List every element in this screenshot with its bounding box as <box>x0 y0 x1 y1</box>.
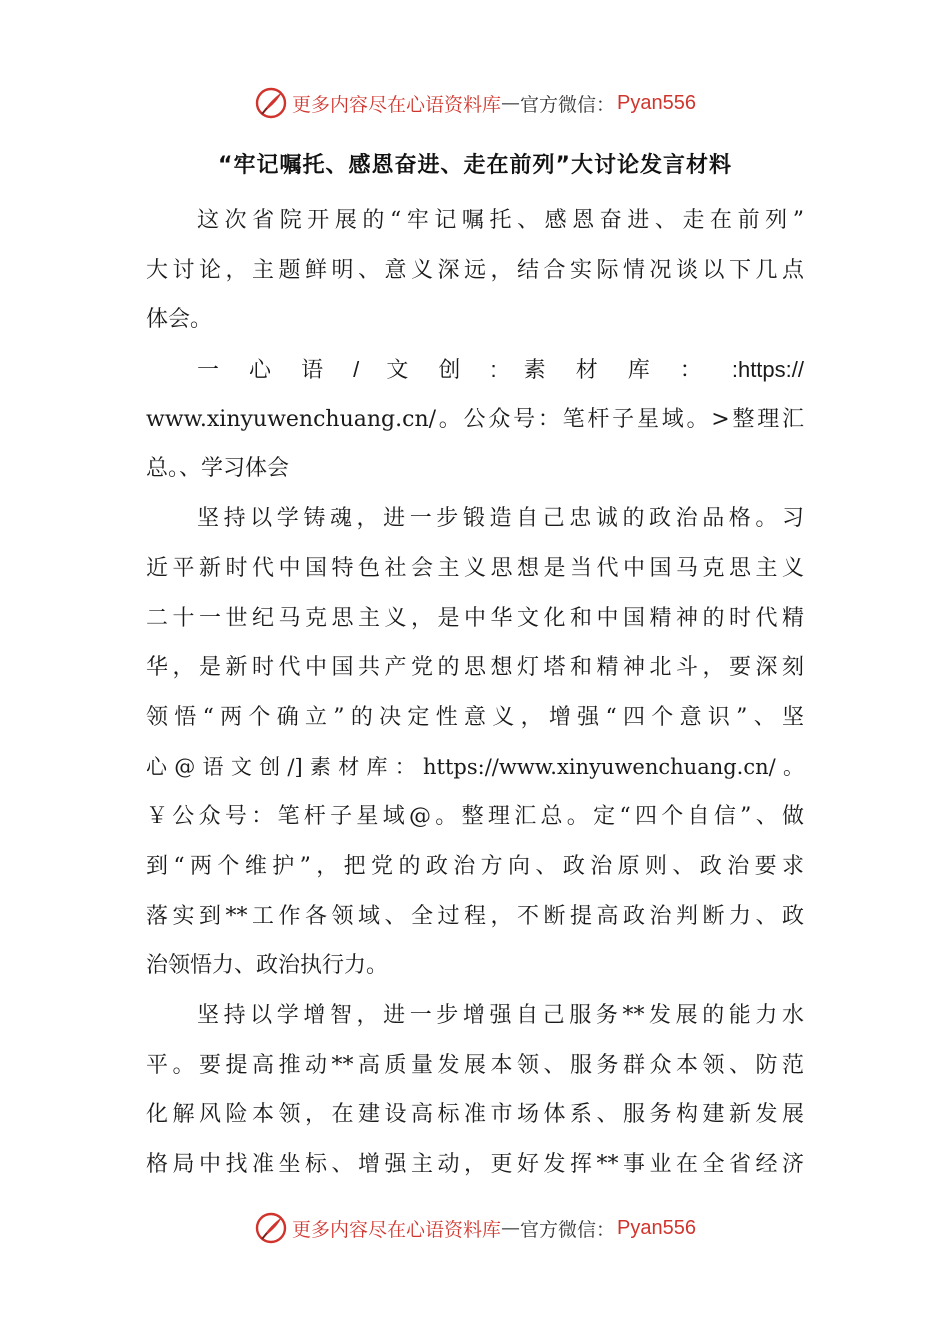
watermark-separator: — <box>501 92 521 114</box>
watermark-wechat-id: Pyan556 <box>617 91 696 114</box>
body-line: 治领悟力、政治执行力。 <box>146 953 389 979</box>
body-line: 化解风险本领，在建设高标准市场体系、服务构建新发展 <box>146 1102 804 1128</box>
body-line: 平。要提高推动**高质量发展本领、服务群众本领、防范 <box>146 1052 804 1078</box>
body-line: 心@语文创/]素材库：https://www.xinyuwenchuang.cn/。 <box>146 754 804 779</box>
body-line: 一 心 语 / 文 创 : 素 材 库 ： :https:// <box>197 357 804 383</box>
body-line: 坚持以学铸魂，进一步锻造自己忠诚的政治品格。习 <box>197 506 804 532</box>
body-line: 这次省院开展的“牢记嘱托、感恩奋进、走在前列” <box>197 208 804 233</box>
body-line: 坚持以学增智，进一步增强自己服务**发展的能力水 <box>197 1003 804 1028</box>
watermark-text: 更多内容尽在心语资料库 <box>292 1218 502 1241</box>
document-title: “牢记嘱托、感恩奋进、走在前列”大讨论发言材料 <box>218 153 732 178</box>
body-line: 二十一世纪马克思主义，是中华文化和中国精神的时代精 <box>146 605 804 631</box>
watermark-text: 更多内容尽在心语资料库 <box>292 93 502 116</box>
watermark-wechat-label: 官方微信： <box>520 93 616 116</box>
quill-logo-icon <box>254 1211 288 1245</box>
body-line: 总。、学习体会 <box>146 456 290 482</box>
body-line: 大讨论，主题鲜明、意义深远，结合实际情况谈以下几点 <box>146 257 804 283</box>
footer-watermark <box>0 1208 950 1248</box>
body-line: 领悟“两个确立”的决定性意义，增强“四个意识”、坚 <box>146 704 804 730</box>
body-line: 体会。 <box>146 307 213 333</box>
body-line: 到“两个维护”，把党的政治方向、政治原则、政治要求 <box>146 853 804 879</box>
body-line: 近平新时代中国特色社会主义思想是当代中国马克思主义 <box>146 555 804 581</box>
body-line: ￥公众号：笔杆子星域@。整理汇总。定“四个自信”、做 <box>146 804 804 830</box>
document-body <box>146 196 804 1190</box>
body-line: 华，是新时代中国共产党的思想灯塔和精神北斗，要深刻 <box>146 655 804 681</box>
watermark-wechat-label: 官方微信： <box>520 1218 616 1241</box>
quill-logo-icon <box>254 86 288 120</box>
body-line: 落实到**工作各领域、全过程，不断提高政治判断力、政 <box>146 903 804 929</box>
header-watermark <box>0 83 950 123</box>
watermark-separator: — <box>501 1217 521 1239</box>
body-line: 格局中找准坐标、增强主动，更好发挥**事业在全省经济 <box>146 1152 804 1178</box>
watermark-wechat-id: Pyan556 <box>617 1216 696 1239</box>
body-line: www.xinyuwenchuang.cn/。公众号：笔杆子星域。>整理汇 <box>146 406 804 432</box>
